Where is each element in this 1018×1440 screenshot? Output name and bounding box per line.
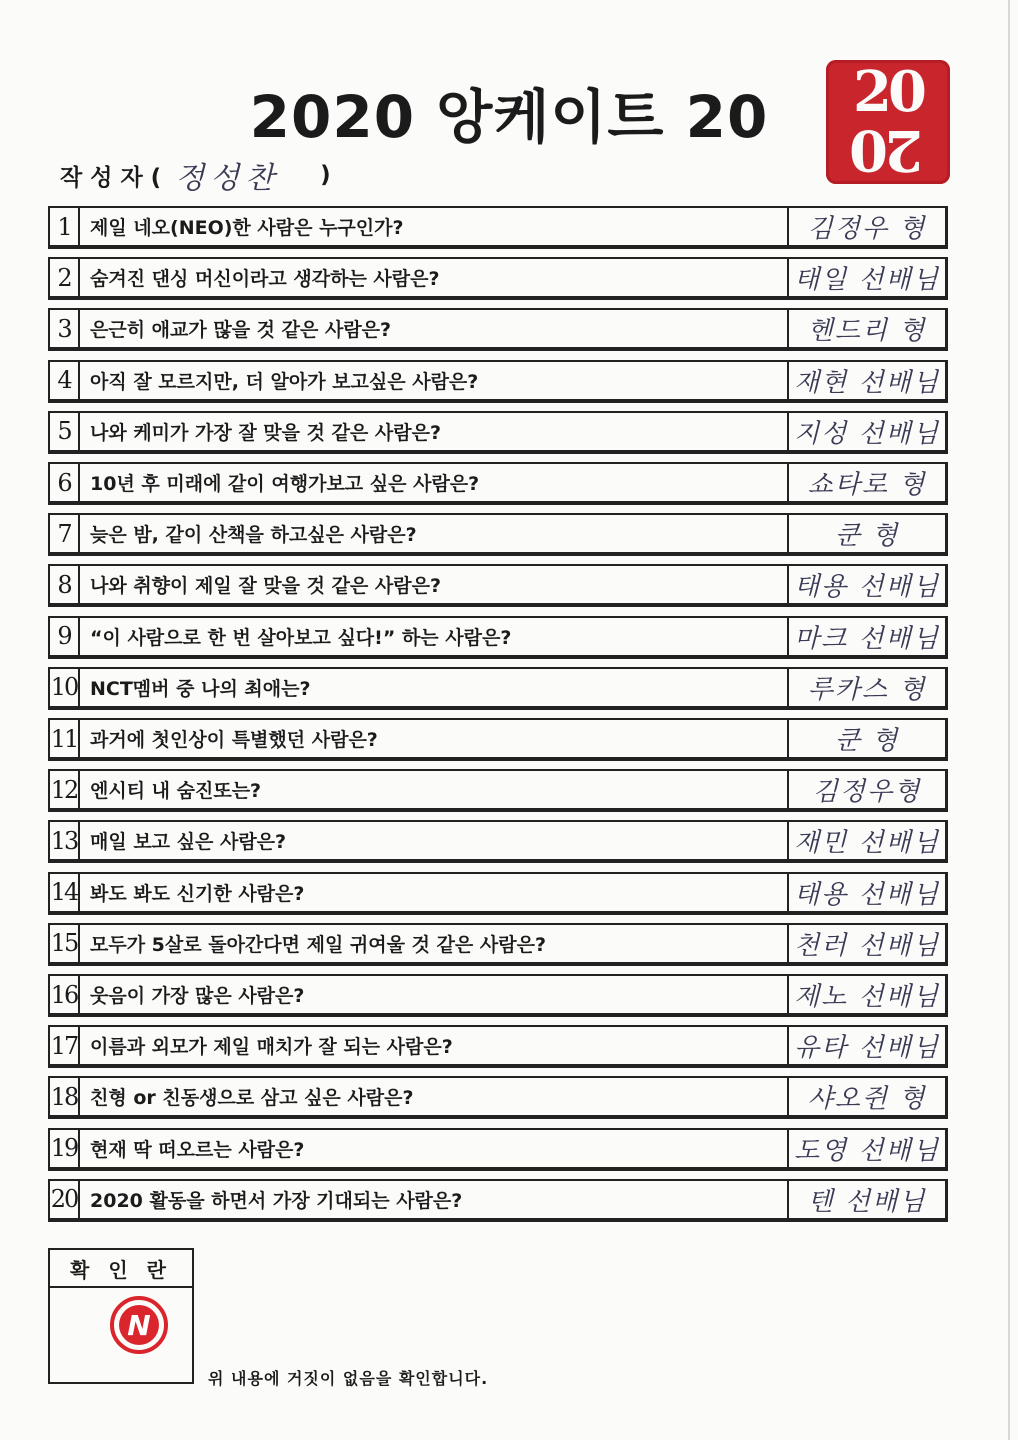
question-text: 나와 취향이 제일 잘 맞을 것 같은 사람은? (90, 575, 441, 598)
question-row (48, 1025, 948, 1068)
author-name-handwritten: 정성찬 (175, 161, 281, 196)
question-text: 모두가 5살로 돌아간다면 제일 귀여울 것 같은 사람은? (90, 933, 546, 956)
handwritten-answer: 제노 선배님 (787, 976, 945, 1013)
question-number: 15 (50, 925, 80, 962)
n-seal-letter: N (119, 1305, 159, 1345)
scan-edge-line (1008, 0, 1010, 1440)
question-number: 13 (50, 822, 80, 859)
author-line (60, 150, 331, 200)
handwritten-answer: 태용 선배님 (787, 874, 945, 911)
handwritten-answer: 유타 선배님 (787, 1027, 945, 1064)
question-row (48, 974, 948, 1017)
question-row (48, 872, 948, 915)
question-text: NCT멤버 중 나의 최애는? (90, 677, 311, 700)
question-number: 12 (50, 771, 80, 808)
question-row (48, 667, 948, 710)
page-title: 2020 앙케이트 20 (249, 83, 769, 151)
handwritten-answer: 텐 선배님 (787, 1181, 945, 1218)
question-number: 1 (50, 208, 80, 245)
question-text: 봐도 봐도 신기한 사람은? (90, 882, 305, 905)
handwritten-answer: 태일 선배님 (787, 259, 945, 296)
question-text: “이 사람으로 한 번 살아보고 싶다!” 하는 사람은? (90, 626, 512, 649)
handwritten-answer: 샤오쥔 형 (787, 1078, 945, 1115)
question-text: 제일 네오(NEO)한 사람은 누구인가? (90, 217, 404, 239)
question-number: 20 (50, 1181, 80, 1218)
question-row (48, 257, 948, 300)
question-number: 9 (50, 618, 80, 655)
question-number: 17 (50, 1027, 80, 1064)
question-row (48, 923, 948, 966)
question-text: 10년 후 미래에 같이 여행가보고 싶은 사람은? (90, 473, 480, 495)
handwritten-answer: 재민 선배님 (787, 822, 945, 859)
question-number: 4 (50, 362, 80, 399)
question-row (48, 564, 948, 607)
question-text: 현재 딱 떠오르는 사람은? (90, 1138, 305, 1161)
author-close-paren: ) (320, 162, 331, 188)
2020-logo-stamp (826, 60, 950, 184)
question-row (48, 513, 948, 556)
question-text: 나와 케미가 가장 잘 맞을 것 같은 사람은? (90, 421, 441, 444)
question-row (48, 820, 948, 863)
handwritten-answer: 도영 선배님 (787, 1130, 945, 1167)
handwritten-answer: 태용 선배님 (787, 566, 945, 603)
handwritten-answer: 천러 선배님 (787, 925, 945, 962)
confirmation-header: 확 인 란 (50, 1250, 192, 1288)
handwritten-answer: 헨드리 형 (787, 310, 945, 347)
question-number: 14 (50, 874, 80, 911)
question-text: 늦은 밤, 같이 산책을 하고싶은 사람은? (90, 524, 417, 547)
question-text: 웃음이 가장 많은 사람은? (90, 985, 305, 1007)
question-row (48, 411, 948, 454)
handwritten-answer: 김정우형 (787, 771, 945, 808)
handwritten-answer: 김정우 형 (787, 208, 945, 245)
question-number: 7 (50, 515, 80, 552)
handwritten-answer: 쇼타로 형 (787, 464, 945, 501)
question-row (48, 616, 948, 659)
question-number: 11 (50, 720, 80, 757)
question-row (48, 1128, 948, 1171)
question-text: 친형 or 친동생으로 삼고 싶은 사람은? (90, 1087, 414, 1110)
handwritten-answer: 루카스 형 (787, 669, 945, 706)
author-label: 작 성 자 ( (60, 164, 162, 191)
question-number: 5 (50, 413, 80, 450)
confirmation-box (48, 1248, 194, 1384)
n-seal-stamp (110, 1296, 168, 1354)
question-text: 과거에 첫인상이 특별했던 사람은? (90, 729, 378, 751)
question-row (48, 1179, 948, 1222)
question-number: 16 (50, 976, 80, 1013)
question-number: 3 (50, 310, 80, 347)
stamp-top-digits: 20 (853, 60, 923, 125)
question-row (48, 360, 948, 403)
question-text: 이름과 외모가 제일 매치가 잘 되는 사람은? (90, 1036, 453, 1059)
question-number: 10 (50, 669, 80, 706)
question-text: 아직 잘 모르지만, 더 알아가 보고싶은 사람은? (90, 370, 479, 393)
question-text: 엔시티 내 숨진또는? (90, 780, 262, 803)
question-text: 2020 활동을 하면서 가장 기대되는 사람은? (90, 1189, 463, 1212)
question-row (48, 718, 948, 761)
handwritten-answer: 지성 선배님 (787, 413, 945, 450)
question-number: 6 (50, 464, 80, 501)
handwritten-answer: 마크 선배님 (787, 618, 945, 655)
stamp-bottom-digits: 20 (853, 117, 923, 183)
question-row (48, 462, 948, 505)
handwritten-answer: 쿤 형 (787, 515, 945, 552)
question-text: 매일 보고 싶은 사람은? (90, 831, 287, 854)
question-number: 8 (50, 566, 80, 603)
question-number: 19 (50, 1130, 80, 1167)
question-row (48, 308, 948, 351)
question-row (48, 1076, 948, 1119)
question-number: 2 (50, 259, 80, 296)
question-number: 18 (50, 1078, 80, 1115)
question-text: 숨겨진 댄싱 머신이라고 생각하는 사람은? (90, 268, 440, 291)
question-row (48, 769, 948, 812)
question-text: 은근히 애교가 많을 것 같은 사람은? (90, 319, 392, 342)
handwritten-answer: 재현 선배님 (787, 362, 945, 399)
question-row (48, 206, 948, 249)
confirmation-statement: 위 내용에 거짓이 없음을 확인합니다. (208, 1369, 489, 1388)
handwritten-answer: 쿤 형 (787, 720, 945, 757)
